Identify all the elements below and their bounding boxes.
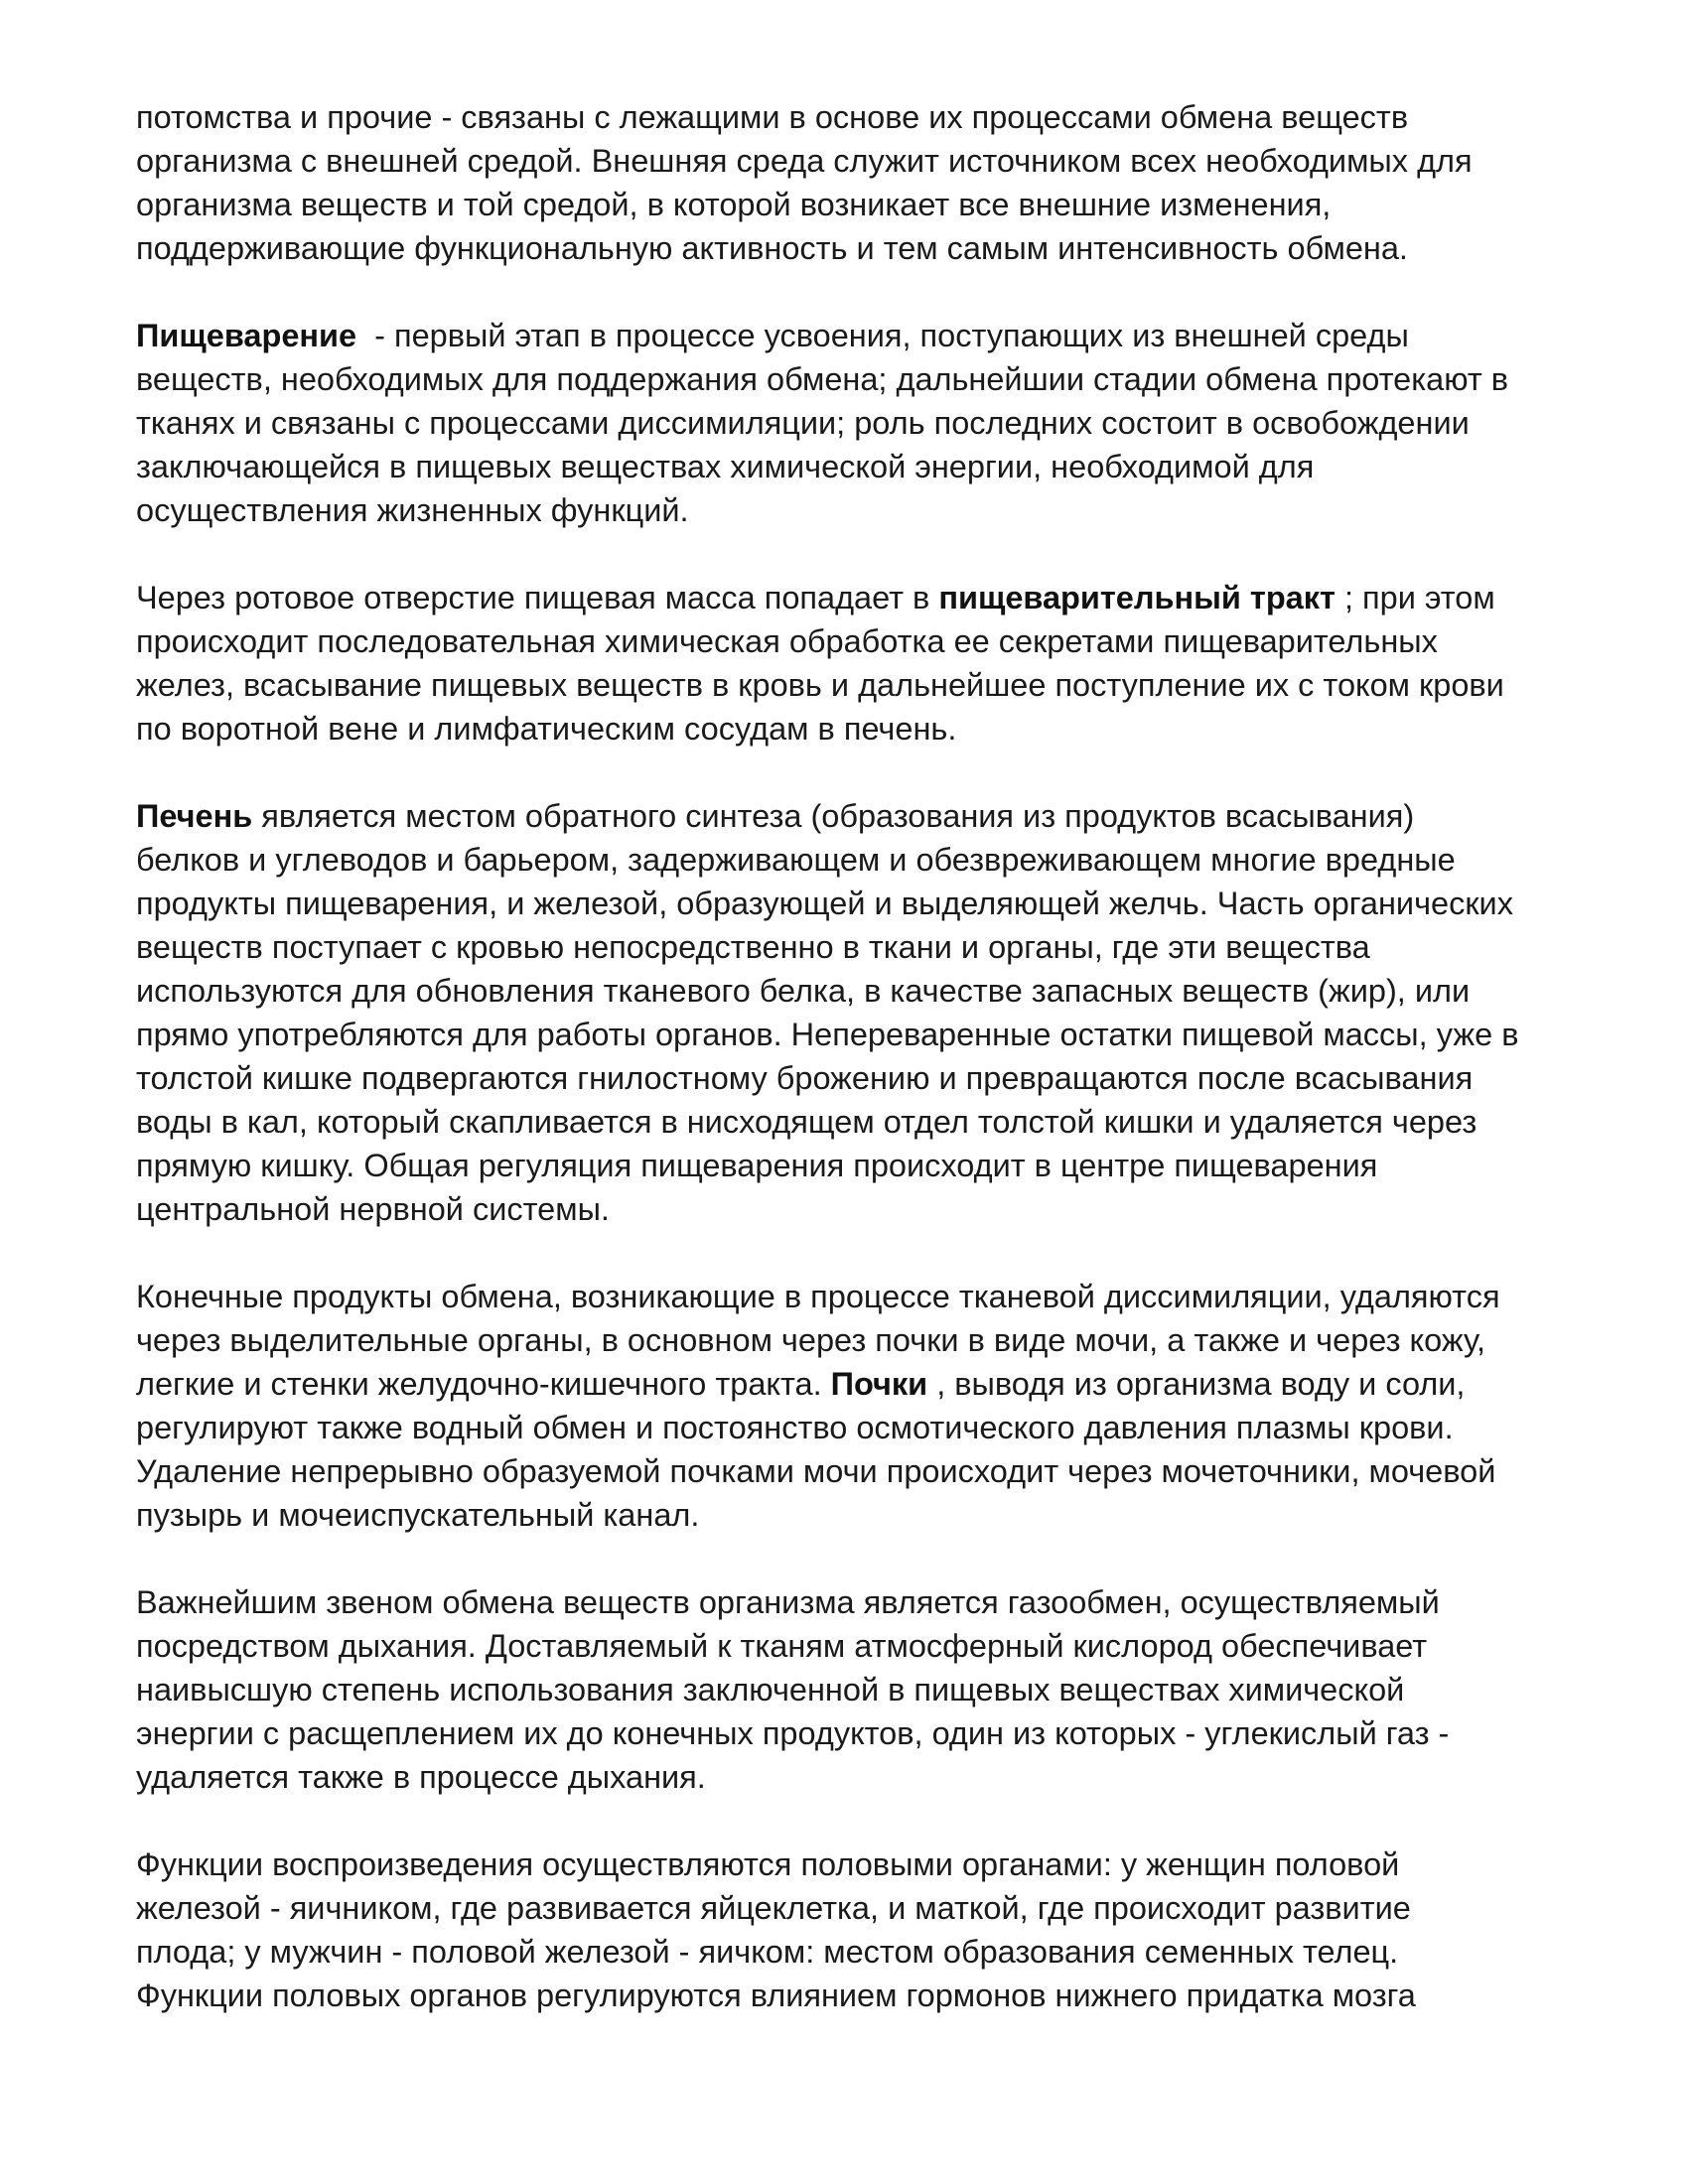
text-span: - первый этап в процессе усвоения, поступающих из внешней среды — [356, 318, 1409, 353]
text-line: прямо употребляются для работы органов. Непереваренные остатки пищевой массы, уже в — [136, 1017, 1519, 1052]
text-line: через выделительные органы, в основном через почки в виде мочи, а также и через кожу, — [136, 1322, 1485, 1358]
text-line: воды в кал, который скапливается в нисходящем отдел толстой кишки и удаляется через — [136, 1104, 1477, 1140]
paragraph-digestive-tract — [136, 576, 1566, 751]
text-line: Удаление непрерывно образуемой почками мочи происходит через мочеточники, мочевой — [136, 1453, 1496, 1489]
text-line: Функции воспроизведения осуществляются половыми органами: у женщин половой — [136, 1846, 1400, 1882]
text-line: веществ поступает с кровью непосредственно в ткани и органы, где эти вещества — [136, 929, 1370, 965]
term-digestion: Пищеварение — [136, 318, 357, 353]
paragraph-digestion — [136, 314, 1566, 532]
text-line: по воротной вене и лимфатическим сосудам в печень. — [136, 711, 957, 747]
text-line: заключающейся в пищевых веществах химической энергии, необходимой для — [136, 449, 1315, 484]
text-line: используются для обновления тканевого белка, в качестве запасных веществ (жир), или — [136, 973, 1471, 1009]
text-line: желез, всасывание пищевых веществ в кровь и дальнейшее поступление их с током крови — [136, 667, 1504, 703]
text-line: прямую кишку. Общая регуляция пищеварения происходит в центре пищеварения — [136, 1148, 1378, 1183]
text-line: центральной нервной системы. — [136, 1191, 610, 1227]
term-digestive-tract: пищеварительный тракт — [938, 580, 1336, 615]
paragraph-gas-exchange — [136, 1580, 1566, 1799]
text-line: энергии с расщеплением их до конечных продуктов, один из которых - углекислый газ - — [136, 1715, 1450, 1751]
text-line: Конечные продукты обмена, возникающие в процессе тканевой диссимиляции, удаляются — [136, 1279, 1500, 1314]
text-line: толстой кишке подвергаются гнилостному брожению и превращаются после всасывания — [136, 1060, 1474, 1096]
text-line: поддерживающие функциональную активность и тем самым интенсивность обмена. — [136, 230, 1408, 266]
text-line: организма веществ и той средой, в которой возникает все внешние изменения, — [136, 187, 1332, 222]
text-line: Функции половых органов регулируются влиянием гормонов нижнего придатка мозга — [136, 1978, 1416, 2013]
text-span: легкие и стенки желудочно-кишечного тракта. — [136, 1366, 831, 1402]
text-line: плода; у мужчин - половой железой - яичком: местом образования семенных телец. — [136, 1934, 1399, 1970]
text-span: ; при этом — [1335, 580, 1495, 615]
text-line: продукты пищеварения, и железой, образующей и выделяющей желчь. Часть органических — [136, 886, 1513, 921]
text-span: Через ротовое отверстие пищевая масса попадает в — [136, 580, 939, 615]
text-line: регулируют также водный обмен и постоянство осмотического давления плазмы крови. — [136, 1410, 1454, 1445]
text-line: организма с внешней средой. Внешняя среда служит источником всех необходимых для — [136, 143, 1473, 179]
paragraph-excretion — [136, 1275, 1566, 1537]
paragraph-metabolism-intro — [136, 95, 1566, 270]
paragraph-liver — [136, 794, 1566, 1231]
text-line — [136, 576, 1566, 619]
text-line: тканях и связаны с процессами диссимиляции; роль последних состоит в освобождении — [136, 405, 1470, 441]
document-page — [136, 95, 1566, 2061]
text-line: потомства и прочие - связаны с лежащими в основе их процессами обмена веществ — [136, 99, 1409, 135]
text-line: белков и углеводов и барьером, задерживающем и обезвреживающем многие вредные — [136, 842, 1456, 878]
text-line: удаляется также в процессе дыхания. — [136, 1759, 706, 1795]
text-line — [136, 314, 1566, 357]
text-line: посредством дыхания. Доставляемый к тканям атмосферный кислород обеспечивает — [136, 1628, 1428, 1664]
text-line: наивысшую степень использования заключенной в пищевых веществах химической — [136, 1672, 1405, 1707]
term-liver: Печень — [136, 798, 253, 834]
text-line: веществ, необходимых для поддержания обмена; дальнейшии стадии обмена протекают в — [136, 361, 1509, 397]
text-line — [136, 794, 1566, 838]
text-line: пузырь и мочеиспускательный канал. — [136, 1497, 700, 1533]
text-line: железой - яичником, где развивается яйцеклетка, и маткой, где происходит развитие — [136, 1890, 1411, 1926]
text-span: , выводя из организма воду и соли, — [927, 1366, 1466, 1402]
text-line: осуществления жизненных функций. — [136, 492, 689, 528]
term-kidneys: Почки — [830, 1366, 928, 1402]
paragraph-reproduction — [136, 1843, 1566, 2017]
text-span: является местом обратного синтеза (образования из продуктов всасывания) — [252, 798, 1415, 834]
text-line: Важнейшим звеном обмена веществ организма является газообмен, осуществляемый — [136, 1584, 1440, 1620]
text-line: происходит последовательная химическая обработка ее секретами пищеварительных — [136, 623, 1438, 659]
text-line — [136, 1362, 1566, 1406]
